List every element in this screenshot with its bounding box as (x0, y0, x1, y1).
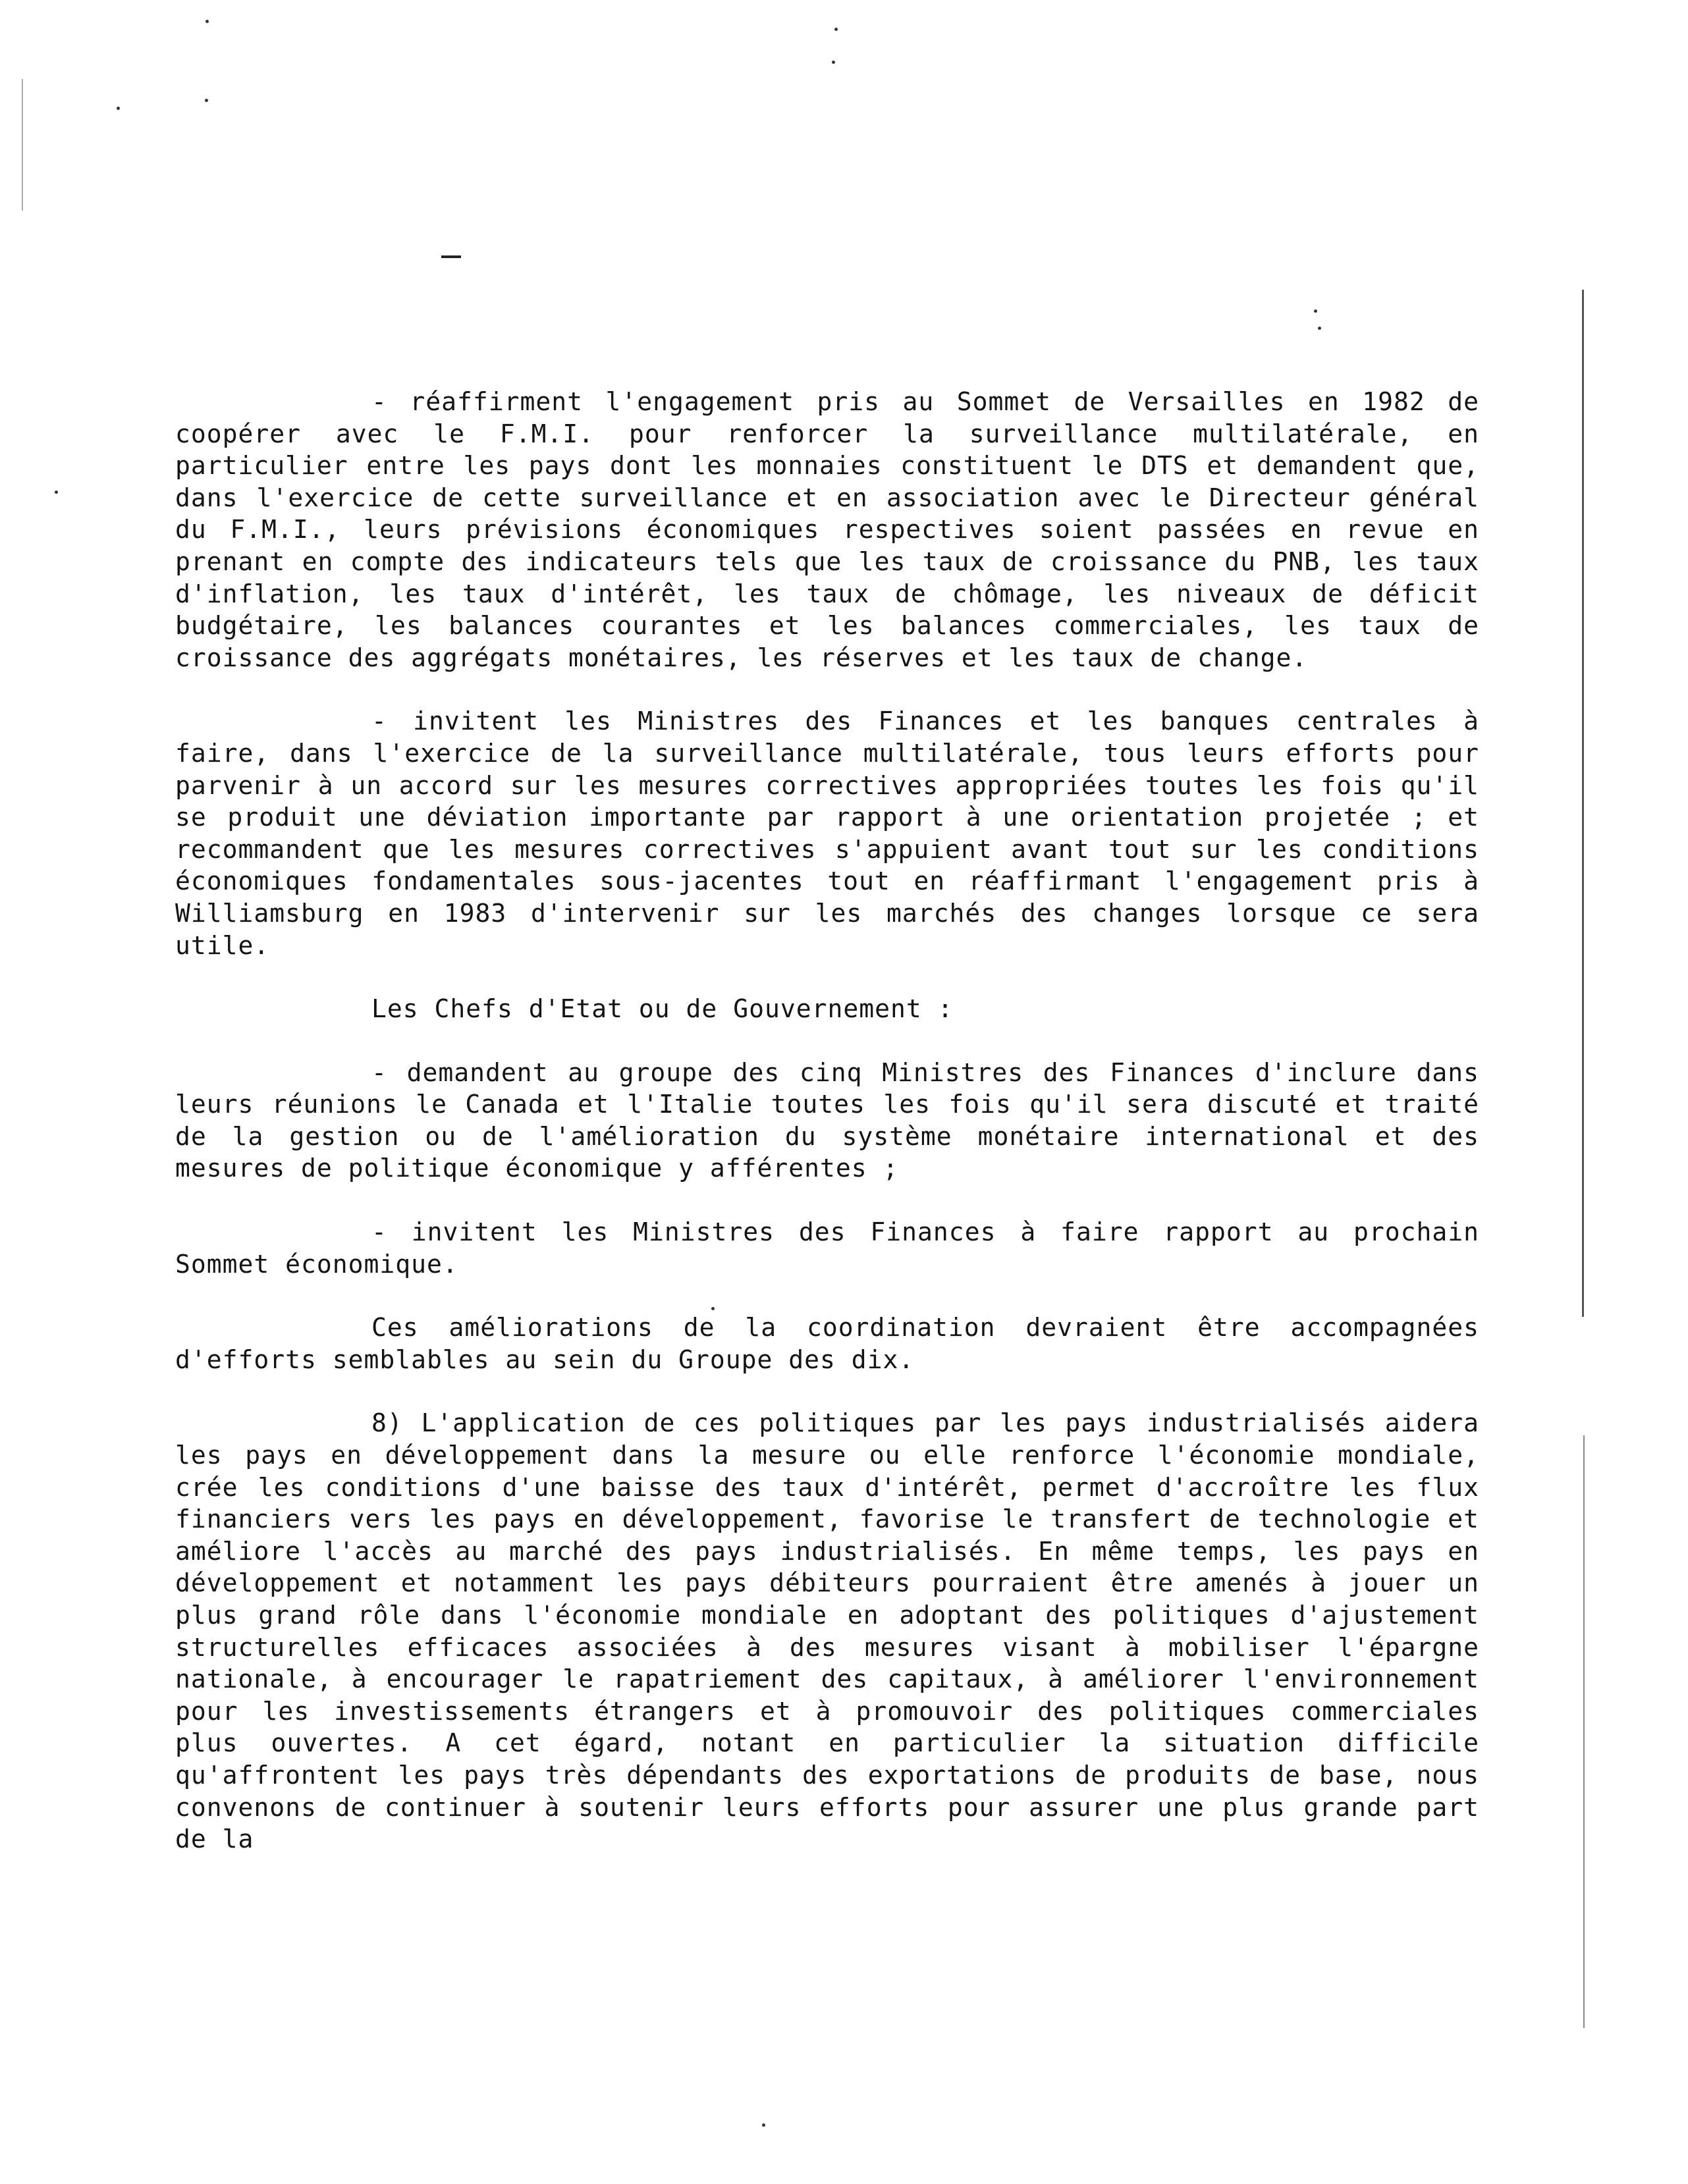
paragraph-corrective-measures: - invitent les Ministres des Finances et les banques centrales à faire, dans l'exercice de la surveillance multilatérale, tous leurs efforts pour parvenir à un accord sur les mesures correctives appropriées toutes les fois qu'il se produit une déviation importante par rapport à une orientation projetée ; et recommandent que les mesures correctives s'appuient avant tout sur les conditions économiques fondamentales sous-jacentes tout en réaffirmant l'engagement pris à Williamsburg en 1983 d'intervenir sur les marchés des changes lorsque ce sera utile. (175, 706, 1479, 960)
scan-speck (205, 20, 209, 23)
scan-speck (834, 28, 838, 31)
scan-edge-line (1582, 290, 1584, 1317)
scan-speck (762, 2123, 765, 2127)
scan-speck (205, 99, 208, 102)
scan-dash (441, 255, 461, 258)
scan-speck (832, 61, 835, 64)
section-heading: Les Chefs d'Etat ou de Gouvernement : (371, 994, 954, 1024)
scan-speck (1314, 309, 1317, 313)
paragraph-developing-countries: 8) L'application de ces politiques par les pays industrialisés aidera les pays en développement dans la mesure ou elle renforce l'économie mondiale, crée les conditions d'une baisse des taux d'intérêt, permet d'accroître les flux financiers vers les pays en développement, favorise le transfert de technologie et améliore l'accès au marché des pays industrialisés. En même temps, les pays en développement et notamment les pays débiteurs pourraient être amenés à jouer un plus grand rôle dans l'économie mondiale en adoptant des politiques d'ajustement structurelles efficaces associées à des mesures visant à mobiliser l'épargne nationale, à encourager le rapatriement des capitaux, à améliorer l'environnement pour les investissements étrangers et à promouvoir des politiques commerciales plus ouvertes. A cet égard, notant en particulier la situation difficile qu'affrontent les pays très dépendants des exportations de produits de base, nous convenons de continuer à soutenir leurs efforts pour assurer une plus grande part de la (175, 1408, 1479, 1854)
scan-edge-line (22, 79, 23, 211)
scan-edge-line (1583, 1435, 1585, 2028)
paragraph-group-of-five: - demandent au groupe des cinq Ministres des Finances d'inclure dans leurs réunions le Canada et l'Italie toutes les fois qu'il sera discuté et traité de la gestion ou de l'amélioration du système monétaire international et des mesures de politique économique y afférentes ; (175, 1057, 1479, 1183)
paragraph-report: - invitent les Ministres des Finances à faire rapport au prochain Sommet économique. (175, 1217, 1479, 1279)
scan-speck (55, 491, 58, 494)
scan-speck (117, 107, 120, 110)
paragraph-group-of-ten: Ces améliorations de la coordination devraient être accompagnées d'efforts semblables au sein du Groupe des dix. (175, 1313, 1479, 1374)
scan-speck (1318, 327, 1321, 330)
document-body (175, 386, 1479, 1855)
paragraph-surveillance: - réaffirment l'engagement pris au Sommet de Versailles en 1982 de coopérer avec le F.M.I. pour renforcer la surveillance multilatérale, en particulier entre les pays dont les monnaies constituent le DTS et demandent que, dans l'exercice de cette surveillance et en association avec le Directeur général du F.M.I., leurs prévisions économiques respectives soient passées en revue en prenant en compte des indicateurs tels que les taux de croissance du PNB, les taux d'inflation, les taux d'intérêt, les taux de chômage, les niveaux de déficit budgétaire, les balances courantes et les balances commerciales, les taux de croissance des aggrégats monétaires, les réserves et les taux de change. (175, 387, 1479, 672)
